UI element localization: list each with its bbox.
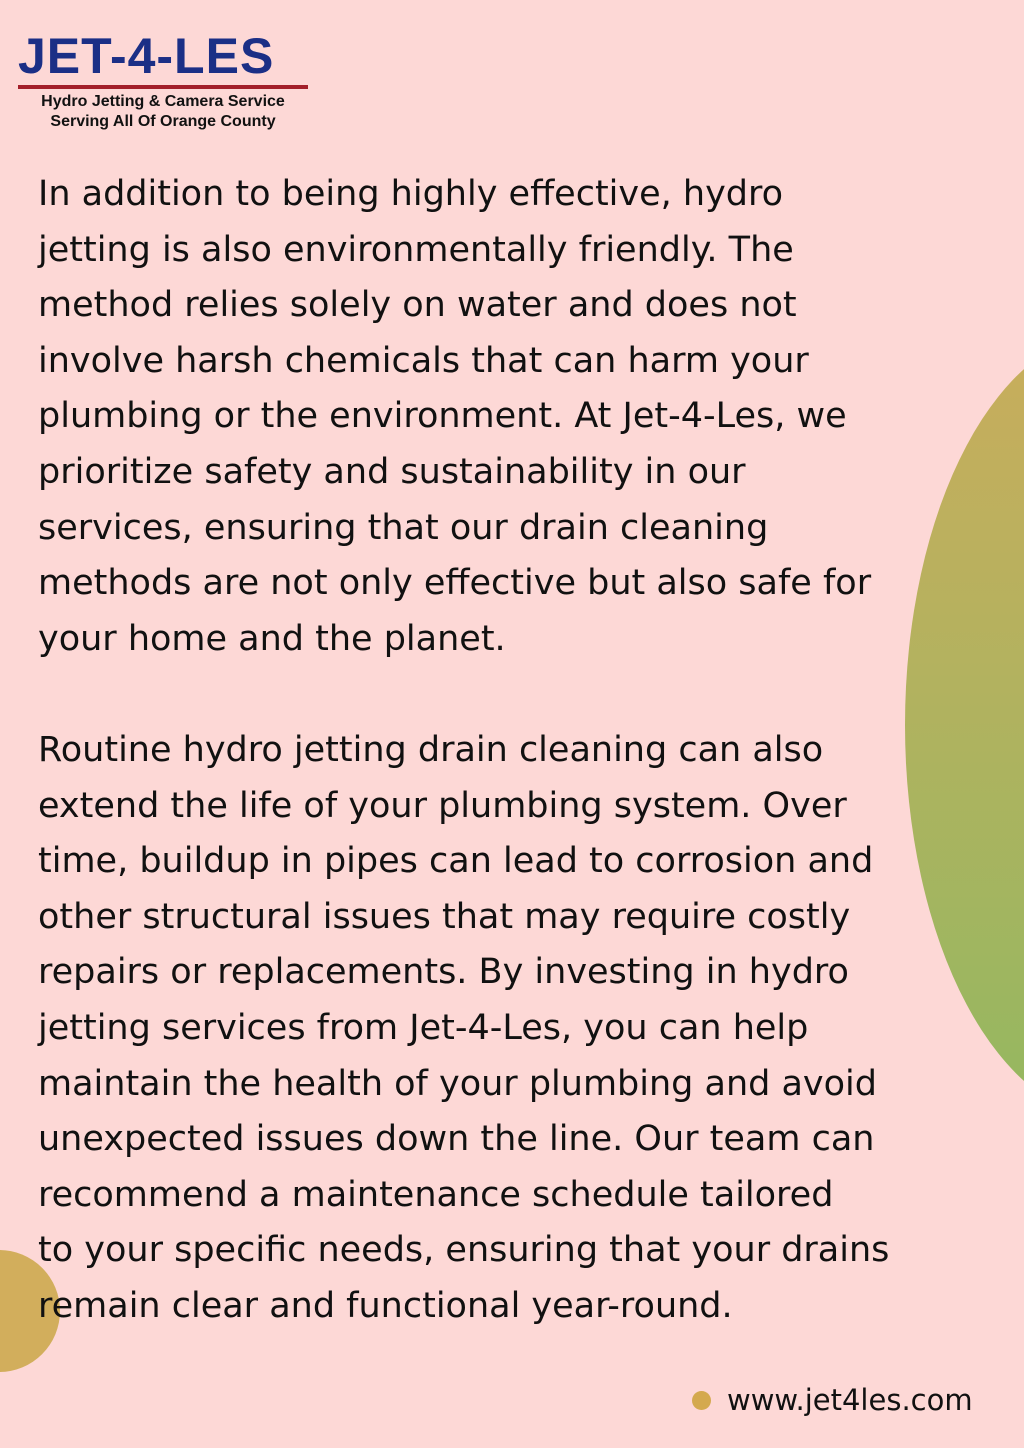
bullet-dot-icon <box>692 1391 711 1410</box>
text-line: jetting services from Jet-4-Les, you can help <box>38 1007 809 1048</box>
logo-title: JET-4-LES <box>18 28 275 84</box>
text-line: recommend a maintenance schedule tailored <box>38 1174 834 1215</box>
paragraph-environment <box>38 167 1024 667</box>
text-line: methods are not only effective but also safe for <box>38 563 872 604</box>
logo-tagline-service: Hydro Jetting & Camera Service <box>41 93 285 110</box>
text-line: involve harsh chemicals that can harm your <box>38 340 809 381</box>
text-line: remain clear and functional year-round. <box>38 1285 733 1326</box>
text-line: your home and the planet. <box>38 618 506 659</box>
text-line: method relies solely on water and does not <box>38 285 797 326</box>
company-logo <box>18 28 310 132</box>
text-line: other structural issues that may require costly <box>38 896 851 937</box>
paragraph-maintenance <box>38 723 1024 1335</box>
website-url: www.jet4les.com <box>727 1383 973 1417</box>
text-line: jetting is also environmentally friendly. The <box>38 229 794 270</box>
text-line: repairs or replacements. By investing in hydro <box>38 952 849 993</box>
text-line: to your specific needs, ensuring that your drains <box>38 1230 890 1271</box>
text-line: services, ensuring that our drain cleaning <box>38 507 769 548</box>
text-line: Routine hydro jetting drain cleaning can also <box>38 729 824 770</box>
logo-underline <box>18 85 308 89</box>
text-line: plumbing or the environment. At Jet-4-Les, we <box>38 396 847 437</box>
text-line: In addition to being highly effective, hydro <box>38 174 784 214</box>
footer <box>692 1378 973 1422</box>
text-line: unexpected issues down the line. Our team can <box>38 1119 875 1160</box>
article-body <box>38 167 1024 1334</box>
text-line: maintain the health of your plumbing and avoid <box>38 1063 877 1104</box>
logo-tagline-area: Serving All Of Orange County <box>50 113 276 130</box>
text-line: prioritize safety and sustainability in our <box>38 451 746 492</box>
text-line: extend the life of your plumbing system. Over <box>38 785 847 826</box>
text-line: time, buildup in pipes can lead to corrosion and <box>38 841 874 882</box>
